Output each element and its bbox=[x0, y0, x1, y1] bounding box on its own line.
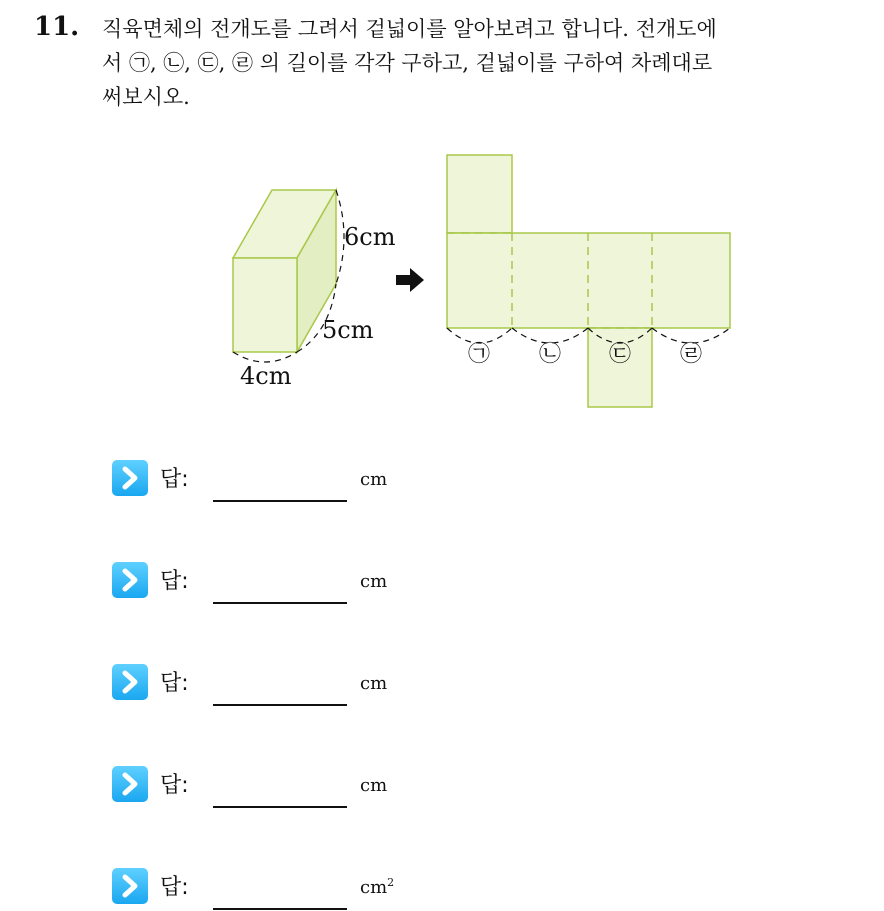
net-label-3: ㉢ bbox=[608, 342, 632, 367]
answer-row-5 bbox=[112, 868, 512, 908]
width-dimension-arc bbox=[233, 352, 297, 362]
answer-row-2 bbox=[112, 562, 512, 602]
answer-unit: $cm^2$ bbox=[360, 876, 395, 898]
answer-unit: cm bbox=[360, 571, 388, 592]
cuboid-front-face bbox=[233, 258, 297, 352]
answer-blank[interactable] bbox=[213, 602, 347, 604]
net-label-4: ㉣ bbox=[679, 342, 703, 367]
chevron-right-icon bbox=[112, 562, 148, 598]
answer-label: 답: bbox=[160, 569, 189, 594]
net-arc-1 bbox=[447, 328, 512, 343]
question-number: 11. bbox=[34, 12, 80, 42]
answer-unit: cm bbox=[360, 775, 388, 796]
width-label: 4cm bbox=[240, 362, 292, 390]
answer-blank[interactable] bbox=[213, 500, 347, 502]
height-dimension-arc bbox=[336, 190, 344, 284]
net-arc-2 bbox=[512, 328, 588, 343]
net-arc-4 bbox=[652, 328, 730, 343]
net-label-2: ㉡ bbox=[538, 342, 562, 367]
chevron-right-icon bbox=[112, 766, 148, 802]
net-top-flap bbox=[447, 155, 512, 233]
answer-label: 답: bbox=[160, 875, 189, 900]
answer-blank[interactable] bbox=[213, 908, 347, 910]
cuboid-drawing bbox=[233, 190, 396, 390]
answer-row-3 bbox=[112, 664, 512, 704]
net-bottom-flap bbox=[588, 328, 652, 407]
answer-row-4 bbox=[112, 766, 512, 806]
net-label-1: ㉠ bbox=[467, 342, 491, 367]
arrow-icon bbox=[396, 268, 424, 292]
answer-row-1 bbox=[112, 460, 512, 500]
answer-blank[interactable] bbox=[213, 806, 347, 808]
height-label: 6cm bbox=[344, 223, 396, 251]
chevron-right-icon bbox=[112, 664, 148, 700]
chevron-right-icon bbox=[112, 868, 148, 904]
answer-unit: cm bbox=[360, 673, 388, 694]
depth-label: 5cm bbox=[322, 316, 374, 344]
question-line-1: 직육면체의 전개도를 그려서 겉넓이를 알아보려고 합니다. 전개도에 bbox=[102, 17, 717, 41]
question-line-3: 써보시오. bbox=[102, 85, 190, 109]
answer-label: 답: bbox=[160, 671, 189, 696]
answer-label: 답: bbox=[160, 773, 189, 798]
cuboid-net bbox=[447, 155, 730, 407]
chevron-right-icon bbox=[112, 460, 148, 496]
cuboid-net-figure bbox=[0, 0, 884, 420]
answer-unit: cm bbox=[360, 469, 388, 490]
answer-label: 답: bbox=[160, 467, 189, 492]
question-line-2: 서 ㉠, ㉡, ㉢, ㉣ 의 길이를 각각 구하고, 겉넓이를 구하여 차례대로 bbox=[102, 51, 713, 75]
answer-blank[interactable] bbox=[213, 704, 347, 706]
